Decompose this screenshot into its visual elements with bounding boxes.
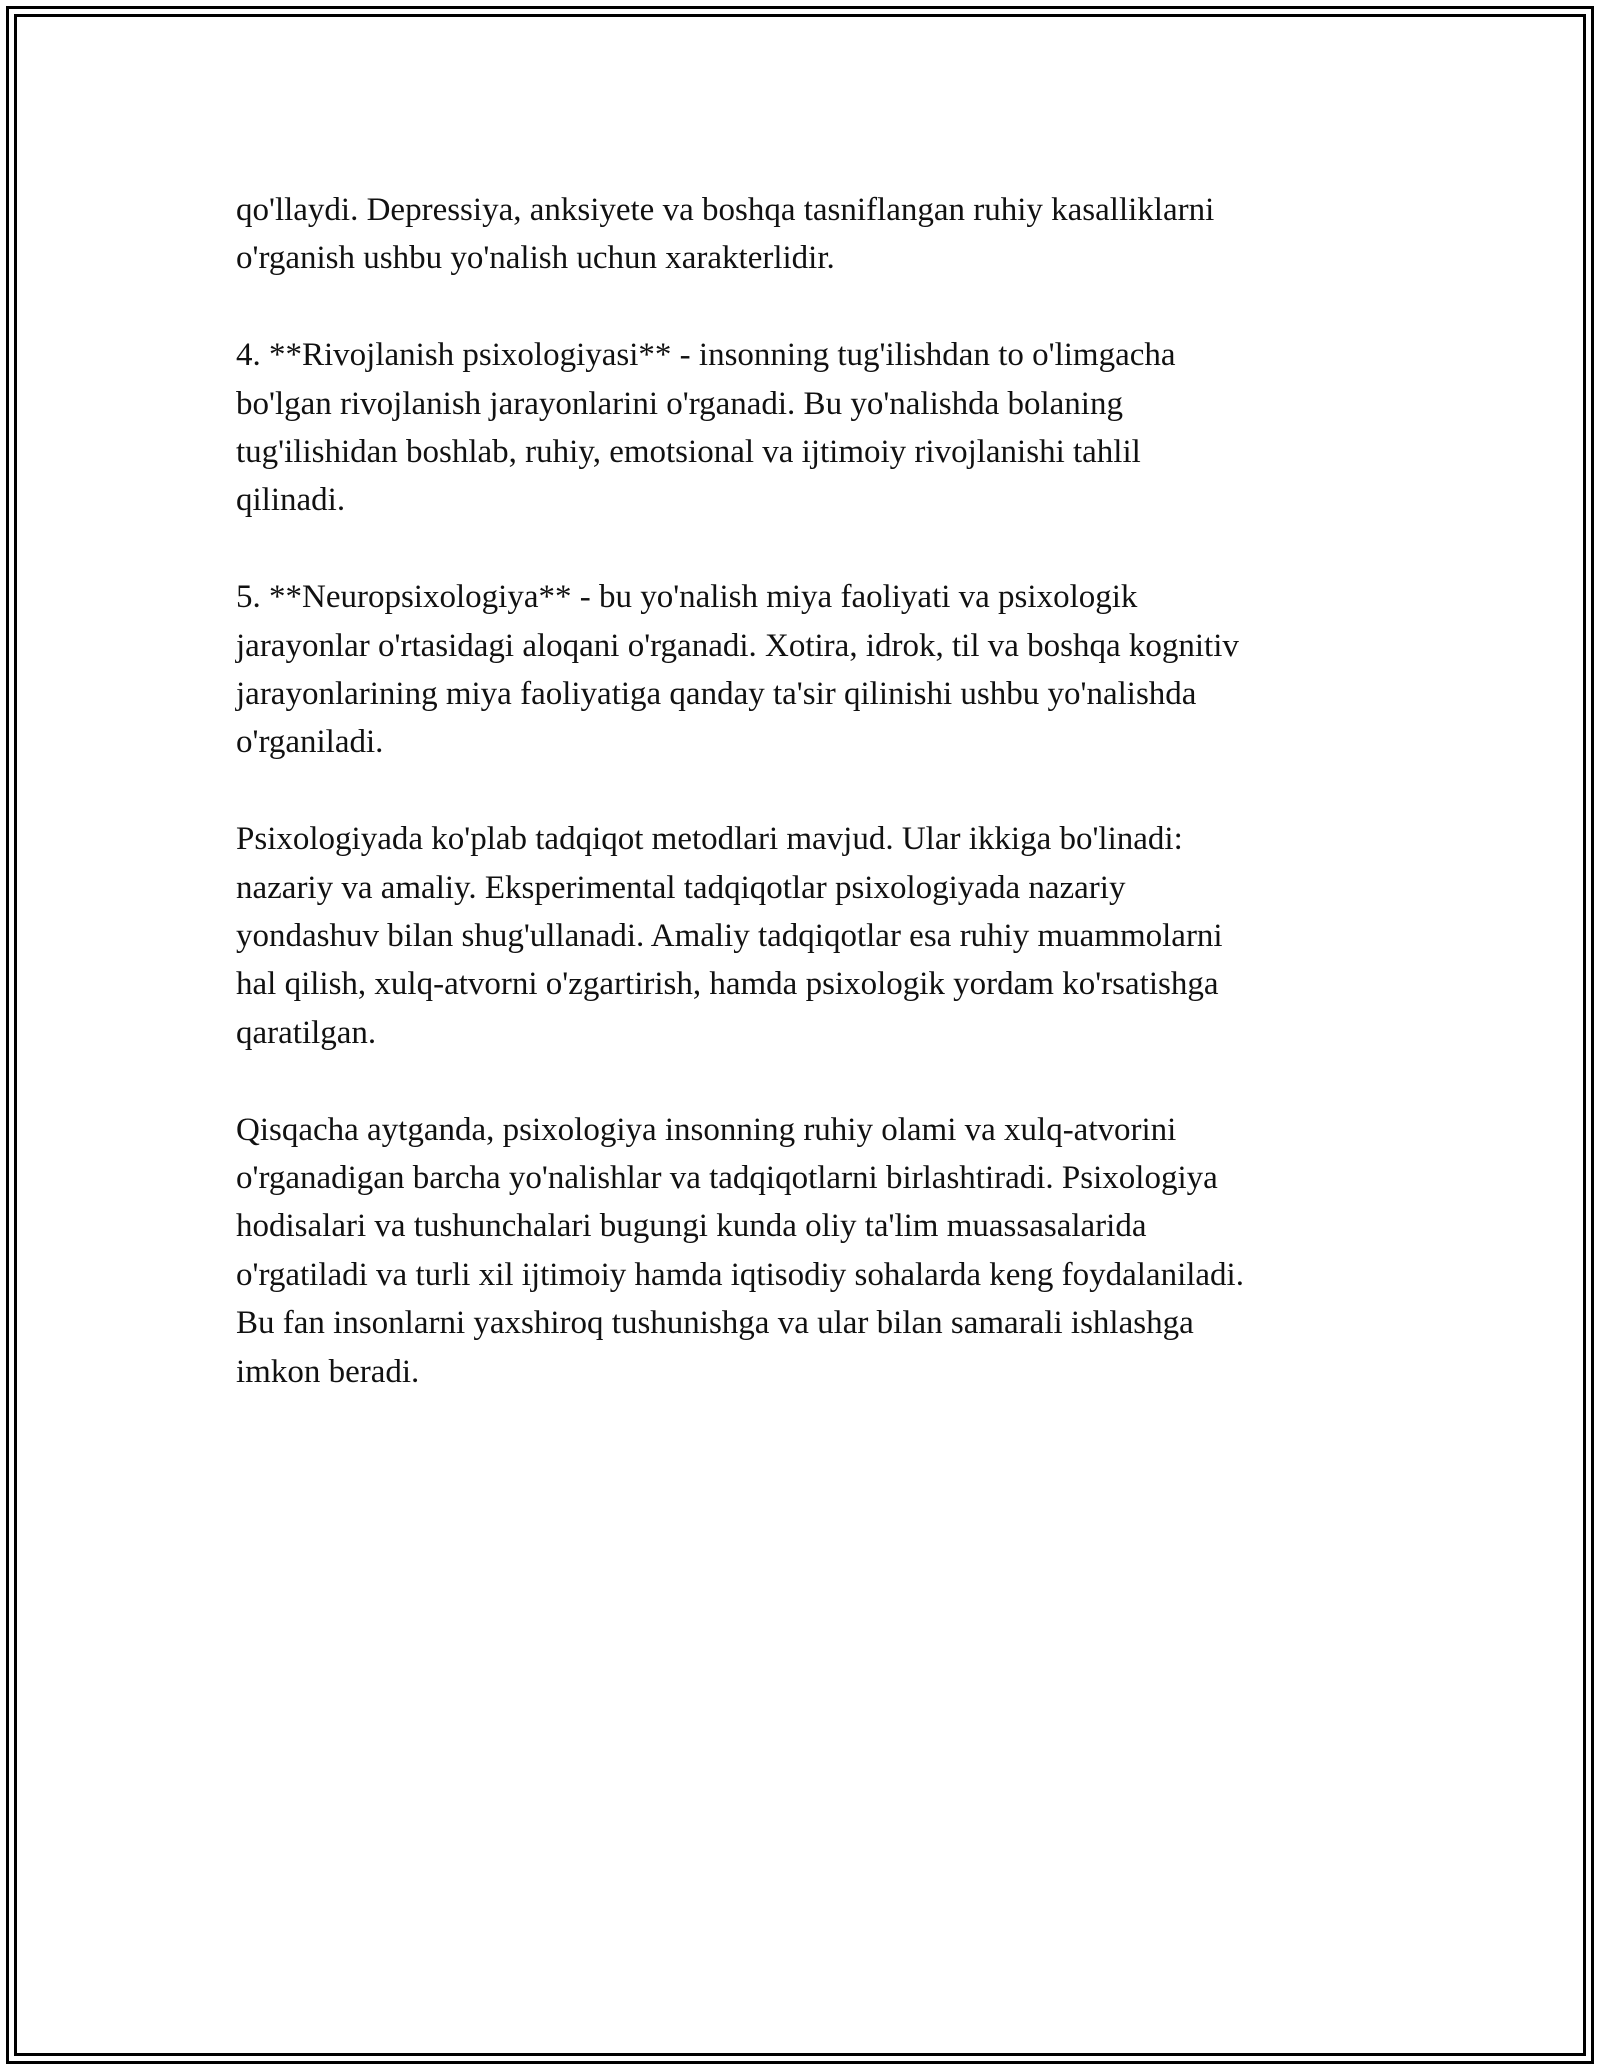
paragraph-developmental-psychology: 4. **Rivojlanish psixologiyasi** - insonning tug'ilishdan to o'limgacha bo'lgan rivojlanish jarayonlarini o'rganadi. Bu yo'nalishda bolaning tug'ilishidan boshlab, ruhiy, emotsional va ijtimoiy rivojlanishi tahlil qilinadi. <box>236 337 1176 519</box>
paragraph-research-methods: Psixologiyada ko'plab tadqiqot metodlari mavjud. Ular ikkiga bo'linadi: nazariy va amaliy. Eksperimental tadqiqotlar psixologiyada nazariy yondashuv bilan shug'ullanadi. Amaliy tadqiqotlar esa ruhiy muammolarni hal qilish, xulq-atvorni o'zgartirish, hamda psixologik yordam ko'rsatishga qaratilgan. <box>236 821 1223 1051</box>
document-body <box>236 186 1376 1444</box>
paragraph-depression-continuation: qo'llaydi. Depressiya, anksiyete va boshqa tasniflangan ruhiy kasalliklarni o'rganish ushbu yo'nalish uchun xarakterlidir. <box>236 192 1215 277</box>
paragraph-summary: Qisqacha aytganda, psixologiya insonning ruhiy olami va xulq-atvorini o'rganadigan barcha yo'nalishlar va tadqiqotlarni birlashtiradi. Psixologiya hodisalari va tushunchalari bugungi kunda oliy ta'lim muassasalarida o'rgatiladi va turli xil ijtimoiy hamda iqtisodiy sohalarda keng foydalaniladi. Bu fan insonlarni yaxshiroq tushunishga va ular bilan samarali ishlashga imkon beradi. <box>236 1111 1244 1390</box>
paragraph-neuropsychology: 5. **Neuropsixologiya** - bu yo'nalish miya faoliyati va psixologik jarayonlar o'rtasidagi aloqani o'rganadi. Xotira, idrok, til va boshqa kognitiv jarayonlarining miya faoliyatiga qanday ta'sir qilinishi ushbu yo'nalishda o'rganiladi. <box>236 579 1239 761</box>
